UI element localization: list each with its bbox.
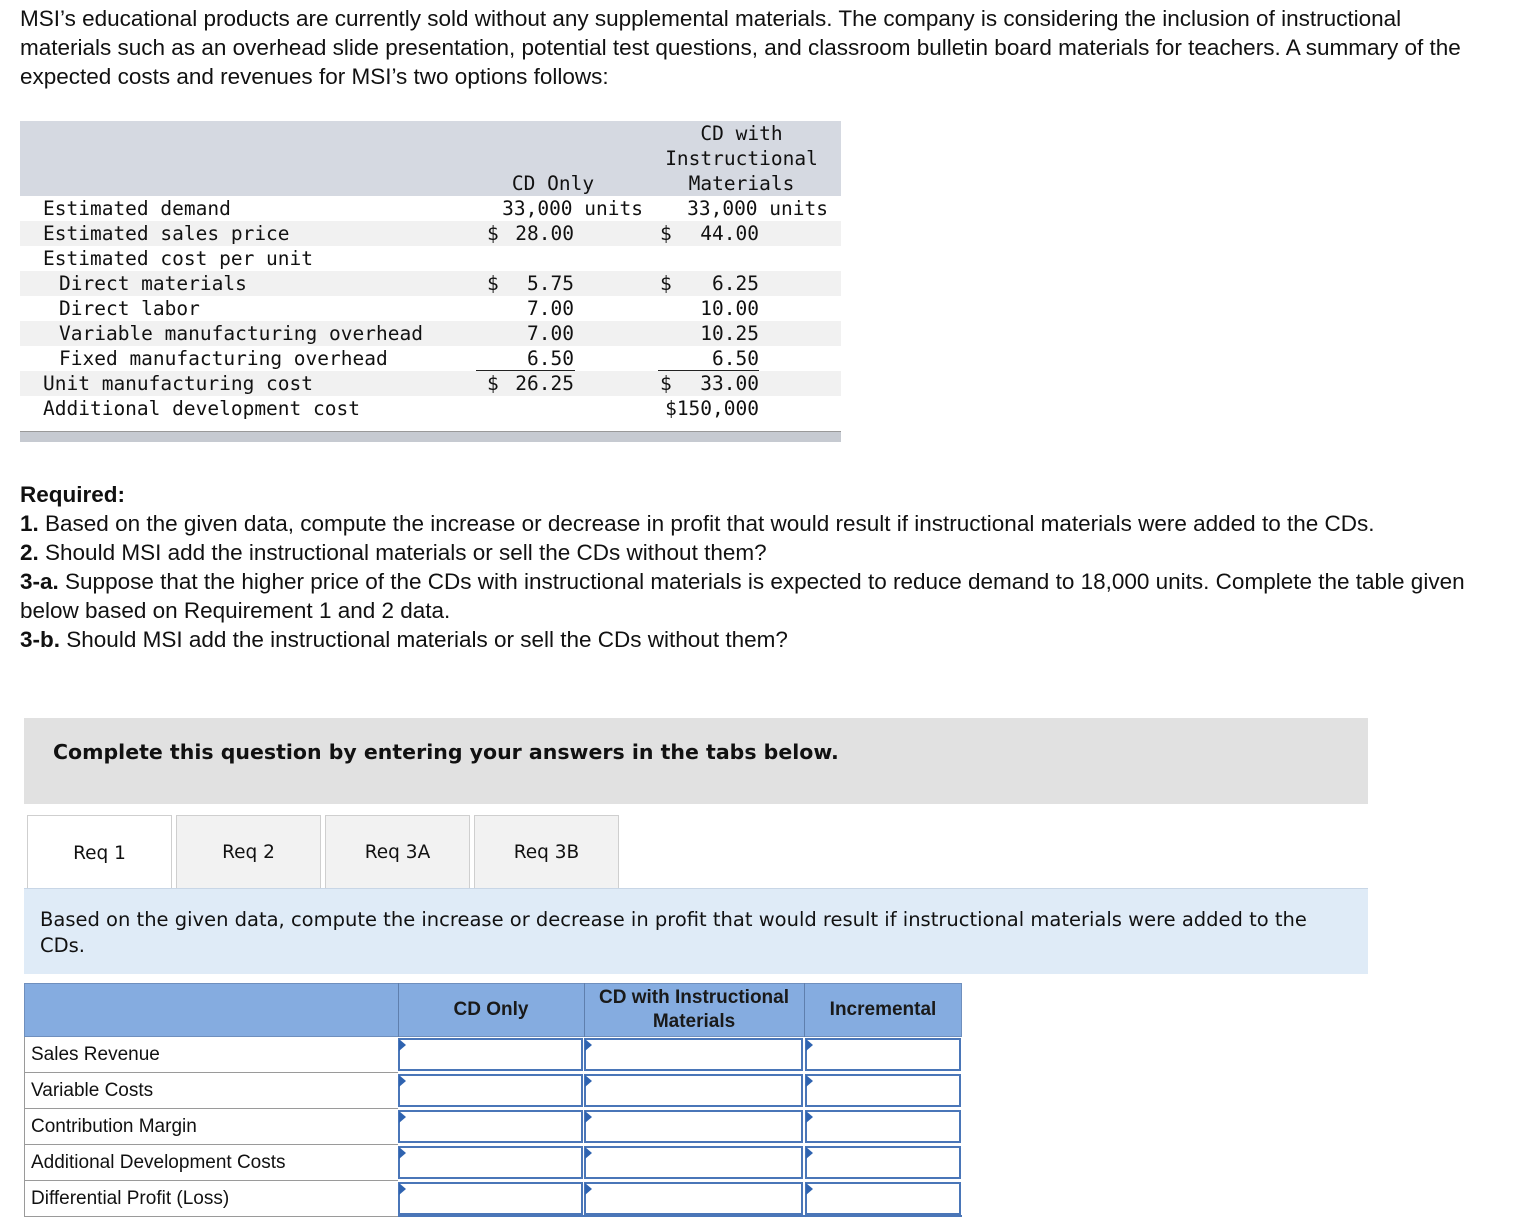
row-label-unit-cost: Unit manufacturing cost <box>43 372 314 395</box>
cd-only-umc-symbol: $ <box>487 372 499 395</box>
cd-only-demand: 33,000 units <box>502 197 643 220</box>
input-contribution-margin-cd-only[interactable] <box>398 1110 583 1143</box>
input-development-costs-cd-only[interactable] <box>398 1146 583 1179</box>
cd-with-umc: 33.00 <box>700 372 759 395</box>
row-label-contribution-margin: Contribution Margin <box>24 1109 398 1145</box>
header-cd-with-materials: CD with Instructional Materials <box>599 987 789 1032</box>
cd-with-vmo: 10.25 <box>700 322 759 345</box>
requirement-3a: 3-a. Suppose that the higher price of the CDs with instructional materials is expected to reduce demand to 18,000 units. Complete the table given below based on Requirement 1 and 2 data. <box>20 569 1465 623</box>
intro-paragraph: MSI’s educational products are currently sold without any supplemental materials. The company is considering the inclusion of instructional materials such as an overhead slide presentation, potential test questions, and classroom bulletin board materials for teachers. A summary of the expected costs and revenues for MSI’s two options follows: <box>20 6 1461 89</box>
header-divider <box>398 983 399 1037</box>
input-sales-revenue-incremental[interactable] <box>805 1038 961 1071</box>
col-header-cd-with-line2: Instructional <box>665 147 818 170</box>
cd-with-price: 44.00 <box>700 222 759 245</box>
header-incremental: Incremental <box>829 999 937 1020</box>
cd-with-dm: 6.25 <box>712 272 759 295</box>
cd-with-fmo: 6.50 <box>712 347 759 370</box>
row-label-differential-profit: Differential Profit (Loss) <box>24 1181 398 1217</box>
row-label-development-cost: Additional development cost <box>43 397 360 420</box>
col-header-cd-only: CD Only <box>511 172 595 195</box>
row-label-cost-per-unit: Estimated cost per unit <box>43 247 314 270</box>
cd-only-price-symbol: $ <box>487 222 499 245</box>
requirement-1: 1. Based on the given data, compute the increase or decrease in profit that would result if instructional materials were added to the CDs. <box>20 511 1375 536</box>
input-variable-costs-cd-only[interactable] <box>398 1074 583 1107</box>
input-contribution-margin-cd-with[interactable] <box>584 1110 803 1143</box>
input-differential-profit-incremental[interactable] <box>805 1182 961 1215</box>
input-differential-profit-cd-with[interactable] <box>584 1182 803 1215</box>
row-label-direct-labor: Direct labor <box>59 297 200 320</box>
row-label-demand: Estimated demand <box>43 197 231 220</box>
tab-req-3b[interactable]: Req 3B <box>474 815 619 889</box>
cd-only-dm-symbol: $ <box>487 272 499 295</box>
header-divider <box>804 983 805 1037</box>
requirements <box>20 480 1510 654</box>
cd-only-vmo: 7.00 <box>527 322 574 345</box>
cd-only-dl: 7.00 <box>527 297 574 320</box>
tab-req-1[interactable]: Req 1 <box>27 815 172 891</box>
row-label-sales-revenue: Sales Revenue <box>24 1037 398 1073</box>
input-development-costs-cd-with[interactable] <box>584 1146 803 1179</box>
cd-with-umc-symbol: $ <box>660 372 672 395</box>
requirement-3b: 3-b. Should MSI add the instructional materials or sell the CDs without them? <box>20 627 788 652</box>
answer-table <box>24 983 962 1219</box>
input-variable-costs-incremental[interactable] <box>805 1074 961 1107</box>
row-label-fixed-overhead: Fixed manufacturing overhead <box>59 347 388 370</box>
input-development-costs-incremental[interactable] <box>805 1146 961 1179</box>
header-cd-only: CD Only <box>453 999 529 1020</box>
question-panel <box>24 889 1368 974</box>
input-sales-revenue-cd-with[interactable] <box>584 1038 803 1071</box>
cd-only-dm: 5.75 <box>527 272 574 295</box>
table-bottom-band <box>20 431 841 442</box>
input-sales-revenue-cd-only[interactable] <box>398 1038 583 1071</box>
row-label-additional-development-costs: Additional Development Costs <box>24 1145 398 1181</box>
input-contribution-margin-incremental[interactable] <box>805 1110 961 1143</box>
instruction-text: Complete this question by entering your answers in the tabs below. <box>53 740 839 764</box>
cd-only-price: 28.00 <box>515 222 574 245</box>
cd-with-dm-symbol: $ <box>660 272 672 295</box>
cd-with-demand: 33,000 units <box>687 197 828 220</box>
input-differential-profit-cd-only[interactable] <box>398 1182 583 1215</box>
instruction-box <box>24 718 1368 804</box>
cd-with-price-symbol: $ <box>660 222 672 245</box>
col-header-cd-with-line3: Materials <box>688 172 795 195</box>
col-header-cd-with-line1: CD with <box>700 122 783 145</box>
table-bottom-rule <box>398 1215 962 1217</box>
requirement-2: 2. Should MSI add the instructional materials or sell the CDs without them? <box>20 540 767 565</box>
tab-req-3a[interactable]: Req 3A <box>325 815 470 889</box>
row-label-variable-costs: Variable Costs <box>24 1073 398 1109</box>
cd-with-dl: 10.00 <box>700 297 759 320</box>
required-title: Required: <box>20 482 126 507</box>
cd-with-adc: $150,000 <box>665 397 759 420</box>
question-text: Based on the given data, compute the increase or decrease in profit that would result if instructional materials were added to the CDs. <box>40 908 1307 957</box>
row-label-price: Estimated sales price <box>43 222 290 245</box>
input-variable-costs-cd-with[interactable] <box>584 1074 803 1107</box>
header-divider <box>584 983 585 1037</box>
tab-req-2[interactable]: Req 2 <box>176 815 321 889</box>
row-label-variable-overhead: Variable manufacturing overhead <box>59 322 423 345</box>
row-label-direct-materials: Direct materials <box>59 272 247 295</box>
cd-only-umc: 26.25 <box>515 372 574 395</box>
cost-data-table <box>20 121 841 441</box>
cd-only-fmo: 6.50 <box>527 347 574 370</box>
